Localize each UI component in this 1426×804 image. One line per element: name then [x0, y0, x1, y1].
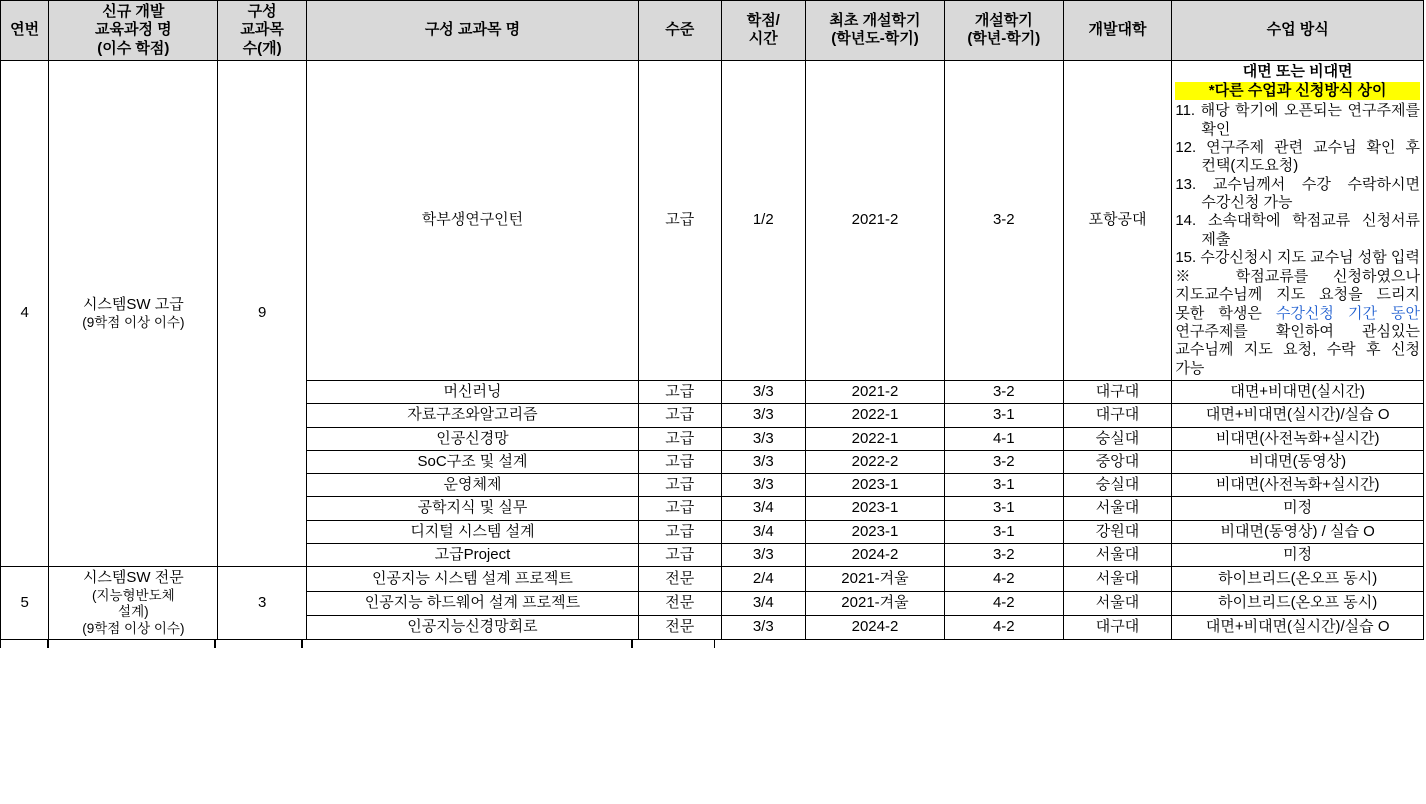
cell-subject-name: 공학지식 및 실무 [306, 497, 638, 520]
table-bottom-edge [0, 640, 1424, 648]
cell-credit: 3/3 [721, 544, 806, 567]
col-header-no: 연번 [1, 1, 49, 61]
program-name-line: 시스템SW 전문 [82, 569, 184, 587]
cell-subject-name: 디지털 시스템 설계 [306, 520, 638, 543]
cell-open-semester: 4-2 [944, 615, 1063, 639]
col-header-method: 수업 방식 [1172, 1, 1424, 61]
cell-open-semester: 4-2 [944, 567, 1063, 591]
cell-university: 숭실대 [1063, 474, 1172, 497]
col-header-university: 개발대학 [1063, 1, 1172, 61]
cell-level: 고급 [639, 404, 722, 427]
cell-open-semester: 3-1 [944, 520, 1063, 543]
cell-credit: 2/4 [721, 567, 806, 591]
cell-university: 대구대 [1063, 380, 1172, 403]
cell-university: 숭실대 [1063, 427, 1172, 450]
cell-university: 서울대 [1063, 591, 1172, 615]
cell-first-semester: 2023-1 [806, 497, 945, 520]
cell-credit: 3/4 [721, 591, 806, 615]
cell-open-semester: 3-2 [944, 380, 1063, 403]
cell-no: 5 [1, 567, 49, 640]
col-header-open-semester: 개설학기 (학년-학기) [944, 1, 1063, 61]
table-body [1, 60, 1424, 639]
table-row [1, 567, 1424, 591]
cell-program-name [49, 60, 218, 566]
method-step-item: 14. 소속대학에 학점교류 신청서류 제출 [1175, 212, 1420, 248]
cell-university: 서울대 [1063, 497, 1172, 520]
cell-class-method: 비대면(동영상) [1172, 450, 1424, 473]
cell-credit: 3/3 [721, 450, 806, 473]
cell-level: 고급 [639, 520, 722, 543]
cell-level: 고급 [639, 544, 722, 567]
cell-open-semester: 3-1 [944, 404, 1063, 427]
cell-first-semester: 2021-겨울 [806, 567, 945, 591]
col-header-program: 신규 개발 교육과정 명 (이수 학점) [49, 1, 218, 61]
method-step-item: 12. 연구주제 관련 교수님 확인 후 컨택(지도요청) [1175, 139, 1420, 175]
cell-credit: 1/2 [721, 60, 806, 380]
program-name-line: 시스템SW 고급 [82, 296, 184, 314]
cell-subject-name: 머신러닝 [306, 380, 638, 403]
cell-credit: 3/3 [721, 427, 806, 450]
header-row [1, 1, 1424, 61]
method-step-item: 13. 교수님께서 수강 수락하시면 수강신청 가능 [1175, 175, 1420, 211]
cell-open-semester: 4-1 [944, 427, 1063, 450]
table-row [1, 60, 1424, 380]
cell-open-semester: 3-1 [944, 497, 1063, 520]
cell-class-method: 비대면(동영상) / 실습 O [1172, 520, 1424, 543]
cell-university: 서울대 [1063, 567, 1172, 591]
cell-credit: 3/3 [721, 404, 806, 427]
col-header-count: 구성 교과목 수(개) [218, 1, 307, 61]
cell-university: 강원대 [1063, 520, 1172, 543]
cell-credit: 3/4 [721, 520, 806, 543]
cell-subject-name: 학부생연구인턴 [306, 60, 638, 380]
cell-subject-name: 인공신경망 [306, 427, 638, 450]
col-header-level: 수준 [639, 1, 722, 61]
cell-level: 고급 [639, 450, 722, 473]
cell-first-semester: 2021-2 [806, 60, 945, 380]
cell-class-method: 하이브리드(온오프 동시) [1172, 567, 1424, 591]
cell-open-semester: 3-2 [944, 60, 1063, 380]
program-name-line: 설계) [118, 604, 149, 620]
cell-credit: 3/3 [721, 474, 806, 497]
cell-open-semester: 3-2 [944, 450, 1063, 473]
cell-first-semester: 2023-1 [806, 474, 945, 497]
program-name-line: (9학점 이상 이수) [82, 620, 185, 636]
method-step-item: 11. 해당 학기에 오픈되는 연구주제를 확인 [1175, 102, 1420, 138]
cell-subject-name: 자료구조와알고리즘 [306, 404, 638, 427]
cell-subject-name: SoC구조 및 설계 [306, 450, 638, 473]
cell-no: 4 [1, 60, 49, 566]
cell-university: 중앙대 [1063, 450, 1172, 473]
cell-first-semester: 2024-2 [806, 544, 945, 567]
cell-university: 서울대 [1063, 544, 1172, 567]
cell-class-method: 대면+비대면(실시간)/실습 O [1172, 404, 1424, 427]
cell-level: 고급 [639, 474, 722, 497]
cell-class-method: 비대면(사전녹화+실시간) [1172, 427, 1424, 450]
cell-class-method [1172, 60, 1424, 380]
method-warning: *다른 수업과 신청방식 상이 [1175, 82, 1420, 100]
cell-subject-name: 인공지능 시스템 설계 프로젝트 [306, 567, 638, 591]
cell-subject-name: 인공지능 하드웨어 설계 프로젝트 [306, 591, 638, 615]
cell-first-semester: 2023-1 [806, 520, 945, 543]
table-header [1, 1, 1424, 61]
cell-credit: 3/3 [721, 380, 806, 403]
cell-class-method: 하이브리드(온오프 동시) [1172, 591, 1424, 615]
cell-university: 대구대 [1063, 404, 1172, 427]
program-name-line: (9학점 이상 이수) [82, 314, 185, 330]
cell-open-semester: 3-1 [944, 474, 1063, 497]
cell-class-method: 대면+비대면(실시간)/실습 O [1172, 615, 1424, 639]
method-step-list [1175, 102, 1420, 267]
cell-subject-count: 9 [218, 60, 307, 566]
cell-level: 고급 [639, 380, 722, 403]
cell-level: 고급 [639, 427, 722, 450]
col-header-credit: 학점/ 시간 [721, 1, 806, 61]
cell-subject-name: 운영체제 [306, 474, 638, 497]
cell-class-method: 미정 [1172, 497, 1424, 520]
method-title: 대면 또는 비대면 [1242, 62, 1353, 80]
cell-level: 고급 [639, 497, 722, 520]
cell-level: 고급 [639, 60, 722, 380]
cell-class-method: 미정 [1172, 544, 1424, 567]
cell-level: 전문 [639, 615, 722, 639]
method-note-highlight: 수강신청 기간 동안 [1275, 304, 1420, 322]
cell-first-semester: 2022-1 [806, 427, 945, 450]
cell-university: 대구대 [1063, 615, 1172, 639]
program-name-line: (지능형반도체 [91, 587, 175, 603]
cell-university: 포항공대 [1063, 60, 1172, 380]
method-note: ※ 학점교류를 신청하였으나 지도교수님께 지도 요청을 드리지 못한 학생은 수강신청 기간 동안 연구주제를 확인하여 관심있는 교수님께 지도 요청, 수락 후 신청 가능 [1175, 268, 1420, 377]
method-step-item: 15. 수강신청시 지도 교수님 성함 입력 [1175, 248, 1420, 266]
cell-credit: 3/3 [721, 615, 806, 639]
cell-first-semester: 2024-2 [806, 615, 945, 639]
cell-open-semester: 4-2 [944, 591, 1063, 615]
cell-program-name [49, 567, 218, 640]
cell-subject-name: 인공지능신경망회로 [306, 615, 638, 639]
cell-level: 전문 [639, 591, 722, 615]
cell-level: 전문 [639, 567, 722, 591]
cell-first-semester: 2021-겨울 [806, 591, 945, 615]
cell-open-semester: 3-2 [944, 544, 1063, 567]
col-header-subject: 구성 교과목 명 [306, 1, 638, 61]
col-header-first-semester: 최초 개설학기 (학년도-학기) [806, 1, 945, 61]
cell-class-method: 비대면(사전녹화+실시간) [1172, 474, 1424, 497]
cell-first-semester: 2022-2 [806, 450, 945, 473]
cell-first-semester: 2021-2 [806, 380, 945, 403]
cell-subject-name: 고급Project [306, 544, 638, 567]
cell-class-method: 대면+비대면(실시간) [1172, 380, 1424, 403]
cell-subject-count: 3 [218, 567, 307, 640]
cell-credit: 3/4 [721, 497, 806, 520]
cell-first-semester: 2022-1 [806, 404, 945, 427]
